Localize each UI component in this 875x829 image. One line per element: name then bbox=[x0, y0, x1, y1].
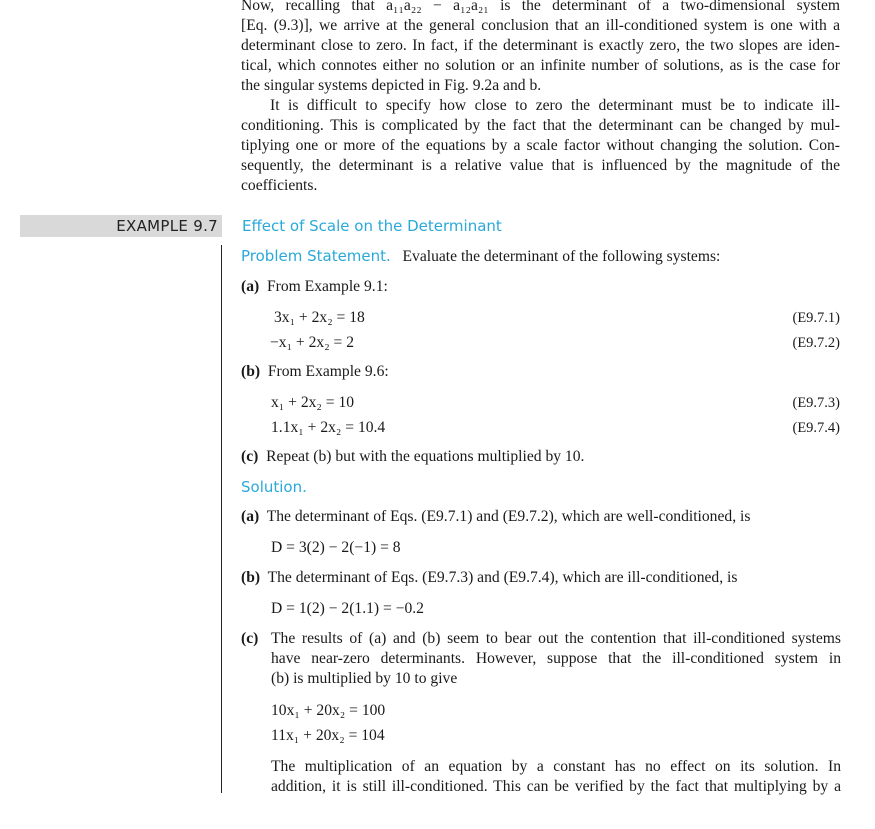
solution-c-text bbox=[271, 629, 841, 689]
part-text: From Example 9.6: bbox=[267, 363, 389, 380]
intro-paragraph-2 bbox=[241, 96, 840, 196]
text-line: Now, recalling that a₁₁a₂₂ − a₁₂a₂₁ is the determinant of a two-dimensional system bbox=[241, 0, 840, 14]
part-label: (b) bbox=[241, 569, 261, 586]
scaled-equation-1: 10x₁ + 20x₂ = 100 bbox=[271, 702, 386, 719]
text-line: coefficients. bbox=[241, 177, 318, 194]
solution-b bbox=[241, 568, 737, 588]
part-text: The determinant of Eqs. (E9.7.1) and (E9.7.2), which are well-conditioned, is bbox=[266, 508, 751, 525]
part-label: (c) bbox=[241, 448, 259, 465]
scaled-equation-2: 11x₁ + 20x₂ = 104 bbox=[271, 727, 385, 744]
text-line: It is difficult to specify how close to zero the determinant must be to indicate ill- bbox=[270, 97, 840, 114]
part-text: From Example 9.1: bbox=[266, 278, 388, 295]
text-line: determinant close to zero. In fact, if the determinant is exactly zero, the two slopes are iden- bbox=[241, 37, 840, 54]
part-label: (a) bbox=[241, 508, 260, 525]
determinant-b: D = 1(2) − 2(1.1) = −0.2 bbox=[271, 600, 424, 617]
problem-heading: Problem Statement. bbox=[241, 247, 391, 265]
part-text: Repeat (b) but with the equations multiplied by 10. bbox=[266, 448, 585, 465]
part-text: The determinant of Eqs. (E9.7.3) and (E9.7.4), which are ill-conditioned, is bbox=[267, 569, 738, 586]
equation-number: (E9.7.2) bbox=[792, 335, 840, 351]
determinant-a: D = 3(2) − 2(−1) = 8 bbox=[271, 539, 401, 556]
text-line: have near-zero determinants. However, suppose that the ill-conditioned system in bbox=[271, 650, 841, 667]
text-line: The multiplication of an equation by a constant has no effect on its solution. In bbox=[271, 758, 841, 775]
text-line: addition, it is still ill-conditioned. This can be verified by the fact that multiplying by a bbox=[271, 778, 841, 795]
equation-number: (E9.7.1) bbox=[792, 310, 840, 326]
equation-number: (E9.7.4) bbox=[792, 420, 840, 436]
equation-e9-7-3: x₁ + 2x₂ = 10 bbox=[271, 394, 355, 411]
part-c bbox=[241, 447, 584, 467]
equation-number: (E9.7.3) bbox=[792, 395, 840, 411]
part-b bbox=[241, 362, 389, 382]
part-label: (b) bbox=[241, 363, 261, 380]
text-line: the singular systems depicted in Fig. 9.2a and b. bbox=[241, 77, 542, 94]
text-line: tical, which connotes either no solution or an infinite number of solutions, as is the case for bbox=[241, 57, 840, 74]
example-title: Effect of Scale on the Determinant bbox=[242, 217, 502, 235]
text-line: conditioning. This is complicated by the fact that the determinant can be changed by mul- bbox=[241, 117, 840, 134]
intro-paragraph-1 bbox=[241, 0, 840, 96]
solution-heading: Solution. bbox=[241, 478, 307, 496]
solution-a bbox=[241, 507, 750, 527]
part-label: (c) bbox=[241, 630, 259, 647]
part-a bbox=[241, 277, 388, 297]
example-label: EXAMPLE 9.7 bbox=[116, 217, 218, 235]
part-label: (a) bbox=[241, 278, 260, 295]
equation-e9-7-1: 3x₁ + 2x₂ = 18 bbox=[274, 309, 365, 326]
example-margin-rule bbox=[221, 245, 222, 793]
solution-c-tail bbox=[271, 757, 841, 797]
problem-text: Evaluate the determinant of the following systems: bbox=[402, 248, 721, 265]
equation-e9-7-2: −x₁ + 2x₂ = 2 bbox=[270, 334, 355, 351]
text-line: The results of (a) and (b) seem to bear out the contention that ill-conditioned systems bbox=[271, 630, 841, 647]
text-line: tiplying one or more of the equations by a scale factor without changing the solution. Con- bbox=[241, 137, 840, 154]
text-line: (b) is multiplied by 10 to give bbox=[271, 670, 458, 687]
equation-e9-7-4: 1.1x₁ + 2x₂ = 10.4 bbox=[271, 419, 386, 436]
text-line: sequently, the determinant is a relative value that is influenced by the magnitude of the bbox=[241, 157, 840, 174]
problem-statement bbox=[241, 246, 720, 267]
text-line: [Eq. (9.3)], we arrive at the general conclusion that an ill-conditioned system is one with a bbox=[241, 17, 840, 34]
